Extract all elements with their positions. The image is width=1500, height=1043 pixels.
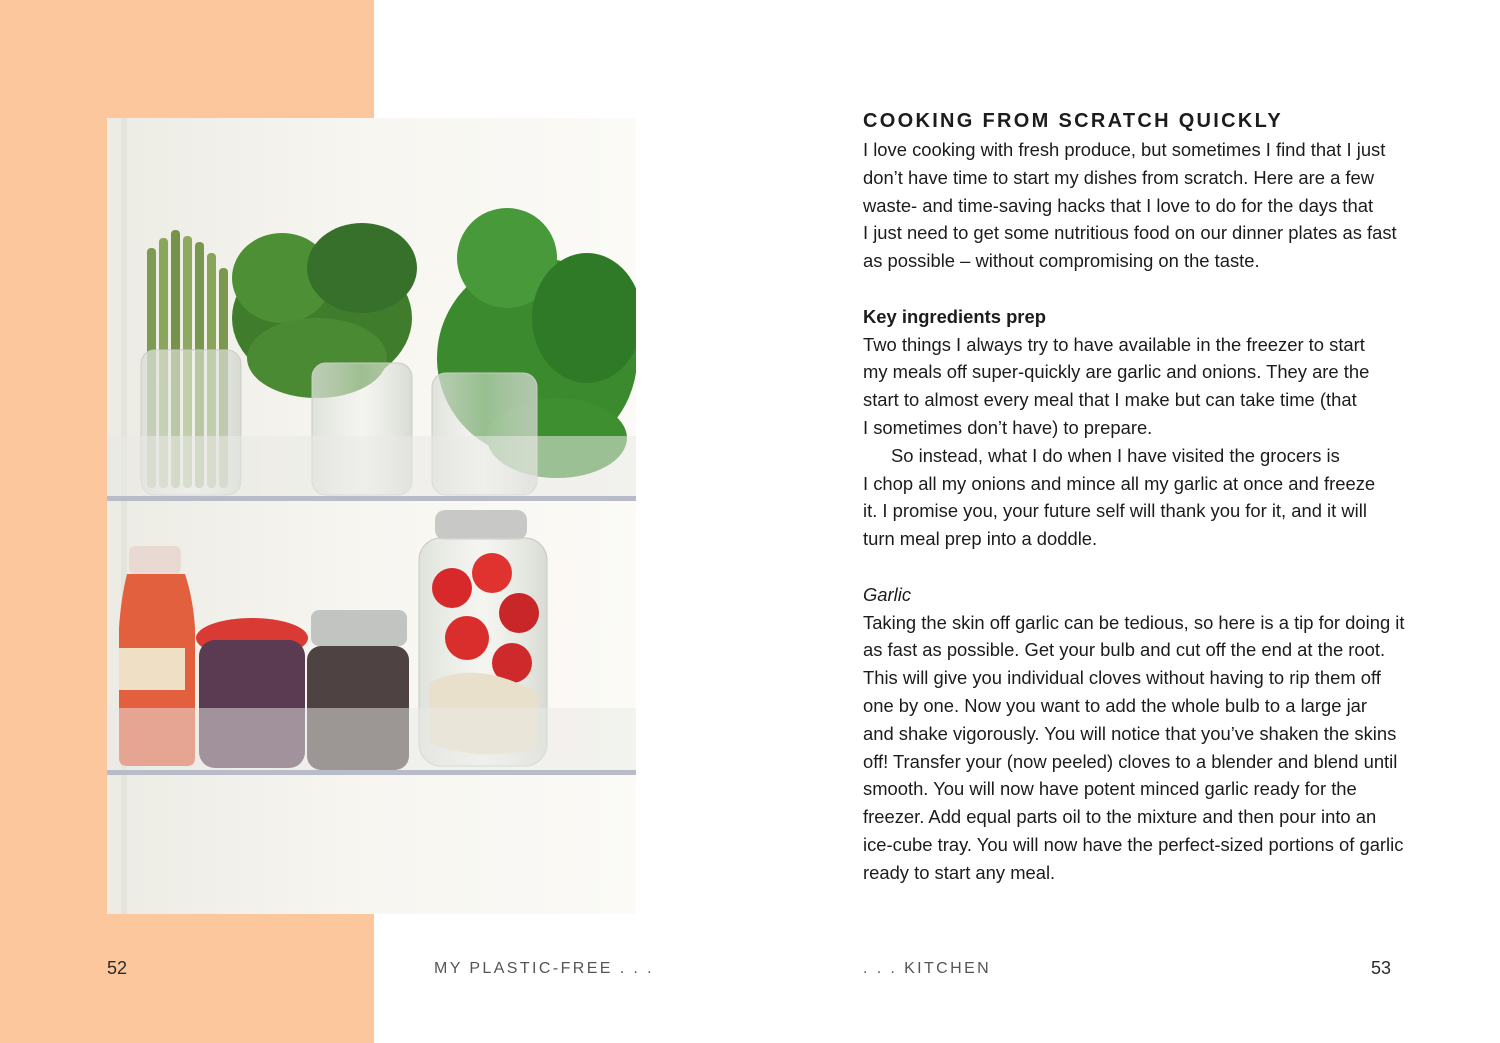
section2-line: ice-cube tray. You will now have the perfect-sized portions of garlic: [863, 833, 1404, 855]
section2-line: and shake vigorously. You will notice that you’ve shaken the skins: [863, 722, 1397, 744]
left-page-number: 52: [107, 958, 128, 978]
intro-line: I just need to get some nutritious food on our dinner plates as fast: [863, 222, 1397, 244]
section2-line: one by one. Now you want to add the whole bulb to a large jar: [863, 694, 1368, 716]
fridge-shelf-photo: [107, 118, 636, 914]
article-heading: COOKING FROM SCRATCH QUICKLY: [863, 110, 1283, 132]
section2-line: off! Transfer your (now peeled) cloves to a blender and blend until: [863, 750, 1398, 772]
intro-line: don’t have time to start my dishes from scratch. Here are a few: [863, 166, 1375, 188]
section1-line: I sometimes don’t have) to prepare.: [863, 416, 1153, 438]
section1-para2-line: it. I promise you, your future self will thank you for it, and it will: [863, 500, 1367, 522]
section-title-garlic: Garlic: [863, 583, 912, 605]
section-title-key-ingredients: Key ingredients prep: [863, 305, 1046, 327]
intro-line: waste- and time-saving hacks that I love to do for the days that: [863, 194, 1374, 216]
section2-line: freezer. Add equal parts oil to the mixture and then pour into an: [863, 806, 1377, 828]
intro-line: as possible – without compromising on the taste.: [863, 250, 1260, 272]
fridge-photo-illustration: [107, 118, 636, 914]
bottom-shelf: [107, 708, 636, 775]
section2-line: Taking the skin off garlic can be tedious, so here is a tip for doing it: [863, 611, 1405, 633]
section2-line: ready to start any meal.: [863, 861, 1056, 883]
top-shelf: [107, 436, 636, 501]
section1-line: start to almost every meal that I make but can take time (that: [863, 389, 1357, 411]
article-body: [863, 108, 1423, 887]
section2-line: as fast as possible. Get your bulb and cut off the end at the root.: [863, 639, 1386, 661]
left-running-head: MY PLASTIC-FREE . . .: [434, 960, 654, 977]
section1-line: Two things I always try to have available in the freezer to start: [863, 333, 1365, 355]
right-page-number: 53: [1371, 958, 1392, 978]
section2-line: smooth. You will now have potent minced garlic ready for the: [863, 778, 1357, 800]
section1-para2-line: I chop all my onions and mince all my garlic at once and freeze: [863, 472, 1376, 494]
section1-para2-line: So instead, what I do when I have visited the grocers is: [891, 444, 1340, 466]
section1-line: my meals off super-quickly are garlic and onions. They are the: [863, 361, 1370, 383]
section2-line: This will give you individual cloves without having to rip them off: [863, 667, 1381, 689]
right-running-head: . . . KITCHEN: [863, 960, 992, 977]
section1-para2-line: turn meal prep into a doddle.: [863, 528, 1098, 550]
intro-line: I love cooking with fresh produce, but sometimes I find that I just: [863, 139, 1386, 160]
